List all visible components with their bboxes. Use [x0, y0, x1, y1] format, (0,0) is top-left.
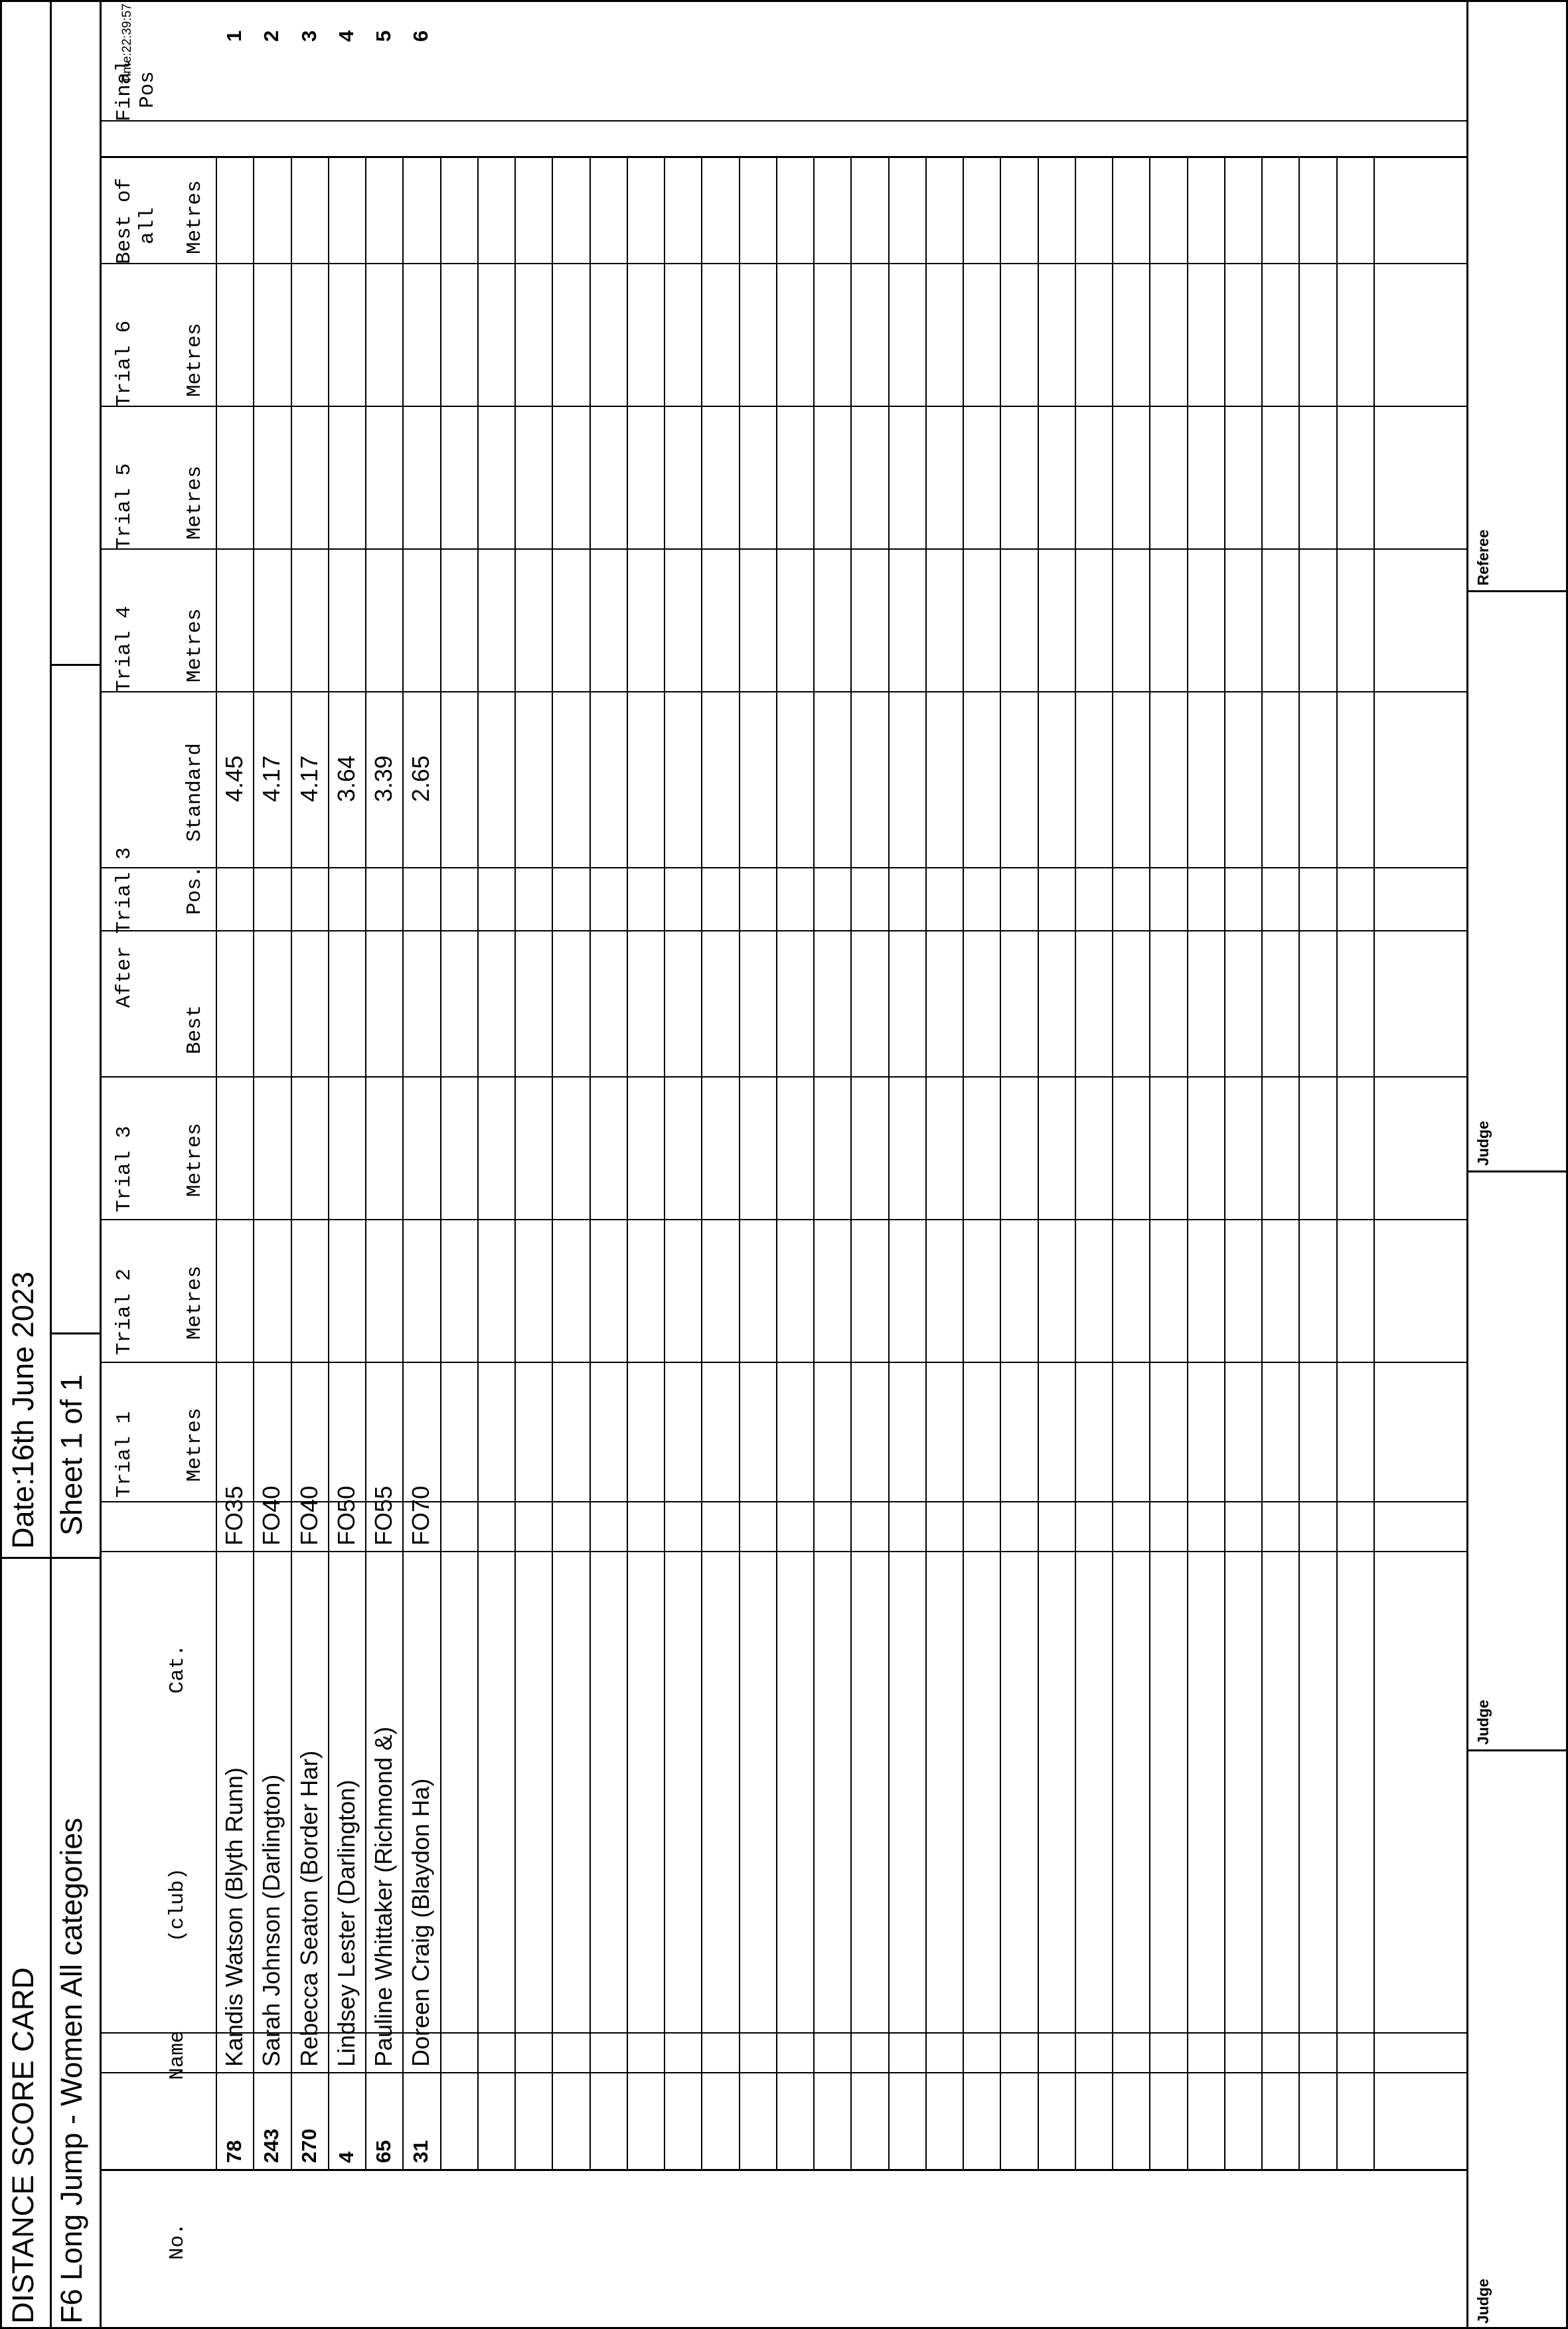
frame-line	[0, 0, 1568, 2]
row-rule	[514, 158, 516, 2171]
competitor-number: 78	[222, 2140, 246, 2163]
standard-distance: 4.17	[295, 755, 323, 802]
competitor-category: FO40	[258, 1485, 285, 1546]
competitor-name: Sarah Johnson (Darlington)	[258, 1774, 285, 2067]
row-rule	[1298, 158, 1300, 2171]
row-rule	[1336, 158, 1338, 2171]
column-rule	[102, 548, 1466, 550]
row-index: 4	[335, 30, 358, 42]
row-rule	[1224, 158, 1225, 2171]
event-name: F6 Long Jump - Women All categories	[54, 1817, 88, 2324]
column-rule	[102, 691, 1466, 692]
column-rule	[102, 1219, 1466, 1220]
standard-distance: 3.39	[370, 755, 397, 802]
column-rule	[102, 930, 1466, 931]
row-index: 5	[372, 30, 395, 42]
header-trial1-unit: Metres	[183, 1407, 206, 1482]
row-rule	[1000, 158, 1001, 2171]
header-after-pos: Pos.	[183, 865, 206, 915]
competitor-number: 4	[335, 2151, 358, 2163]
judge-label-2: Judge	[1474, 1700, 1492, 1745]
competitor-number: 270	[297, 2128, 321, 2163]
header-trial2-unit: Metres	[183, 1265, 206, 1340]
row-index: 3	[297, 30, 321, 42]
column-rule	[102, 2072, 1466, 2073]
competitor-name: Doreen Craig (Blaydon Ha)	[407, 1778, 434, 2067]
title-divider	[0, 1557, 100, 1559]
row-rule	[813, 158, 815, 2171]
referee-label: Referee	[1474, 529, 1492, 586]
standard-distance: 3.64	[333, 755, 360, 802]
column-rule	[102, 1362, 1466, 1363]
header-cat: Cat.	[166, 1644, 189, 1694]
row-rule	[1187, 158, 1188, 2171]
judge-label-3: Judge	[1474, 1121, 1492, 1166]
row-rule	[291, 158, 292, 2171]
row-rule	[440, 158, 441, 2171]
event-divider	[50, 1332, 100, 1334]
row-rule	[1373, 158, 1375, 2171]
title-rule	[50, 0, 52, 2329]
row-rule	[253, 158, 254, 2171]
competitor-number: 65	[372, 2140, 395, 2163]
header-best-of-all-1: Best of	[113, 177, 136, 264]
row-rule	[328, 158, 329, 2171]
card-date: Date:16th June 2023	[6, 1271, 40, 1549]
header-name: Name	[166, 2030, 189, 2080]
row-rule	[1038, 158, 1039, 2171]
header-club: (club)	[166, 1868, 189, 1942]
header-trial5: Trial 5	[113, 463, 136, 550]
row-rule	[850, 158, 852, 2171]
competitor-number: 243	[260, 2128, 283, 2163]
row-rule	[402, 158, 404, 2171]
signature-divider	[1466, 1170, 1568, 1172]
competitor-category: FO50	[333, 1485, 360, 1546]
competitor-category: FO55	[370, 1485, 397, 1546]
competitor-category: FO35	[220, 1485, 248, 1546]
competitor-name: Kandis Watson (Blyth Runn)	[220, 1767, 248, 2067]
header-rule	[216, 158, 217, 2171]
judge-label-1: Judge	[1474, 2279, 1492, 2324]
header-best-of-all-2: all	[136, 207, 159, 244]
row-index: 6	[409, 30, 432, 42]
header-trial1: Trial 1	[113, 1411, 136, 1498]
row-rule	[552, 158, 553, 2171]
header-after-trial3: After Trial 3	[113, 847, 136, 1008]
competitor-name: Pauline Whittaker (Richmond &)	[370, 1726, 397, 2067]
header-final-2: Pos	[136, 71, 159, 108]
card-title: DISTANCE SCORE CARD	[6, 1967, 40, 2324]
sheet-number: Sheet 1 of 1	[54, 1374, 88, 1536]
column-rule	[102, 120, 1466, 121]
header-trial3: Trial 3	[113, 1125, 136, 1212]
after-sub	[158, 930, 159, 931]
header-final-1: Final	[113, 59, 136, 121]
standard-distance: 4.45	[220, 755, 248, 802]
row-rule	[627, 158, 628, 2171]
row-rule	[1112, 158, 1113, 2171]
header-trial4: Trial 4	[113, 605, 136, 692]
frame-line	[0, 0, 2, 2329]
header-no: No.	[166, 2223, 189, 2260]
row-index: 1	[222, 30, 246, 42]
header-trial4-unit: Metres	[183, 608, 206, 683]
row-rule	[1075, 158, 1076, 2171]
row-rule	[589, 158, 591, 2171]
row-rule	[701, 158, 702, 2171]
row-rule	[739, 158, 740, 2171]
signature-divider	[1466, 1749, 1568, 1751]
competitor-category: FO70	[407, 1485, 434, 1546]
event-rule	[100, 0, 102, 2329]
row-rule	[365, 158, 366, 2171]
column-rule	[102, 1076, 1466, 1078]
row-rule	[1149, 158, 1150, 2171]
column-rule	[102, 406, 1466, 407]
competitor-name: Rebecca Seaton (Border Har)	[295, 1750, 323, 2067]
row-rule	[1261, 158, 1263, 2171]
row-rule	[664, 158, 665, 2171]
competitor-name: Lindsey Lester (Darlington)	[333, 1779, 360, 2067]
header-best-of-all-unit: Metres	[183, 180, 206, 254]
event-divider	[50, 664, 100, 666]
header-trial2: Trial 2	[113, 1268, 136, 1355]
header-trial5-unit: Metres	[183, 465, 206, 540]
row-rule	[888, 158, 890, 2171]
standard-distance: 2.65	[407, 755, 434, 802]
competitor-number: 31	[409, 2140, 432, 2163]
signature-divider	[1466, 590, 1568, 592]
row-rule	[477, 158, 479, 2171]
column-rule	[102, 263, 1466, 264]
standard-distance: 4.17	[258, 755, 285, 802]
header-trial6: Trial 6	[113, 320, 136, 407]
print-time: Time:22:39:57	[120, 3, 134, 84]
row-rule	[776, 158, 777, 2171]
header-trial3-unit: Metres	[183, 1123, 206, 1197]
row-index: 2	[260, 30, 283, 42]
column-rule	[102, 867, 1466, 868]
table-right-edge	[102, 156, 1466, 158]
row-rule	[963, 158, 964, 2171]
column-rule	[102, 1551, 1466, 1552]
signature-rule	[1466, 0, 1468, 2329]
header-after-standard: Standard	[183, 743, 206, 842]
row-rule	[925, 158, 927, 2171]
competitor-category: FO40	[295, 1485, 323, 1546]
header-trial6-unit: Metres	[183, 323, 206, 397]
header-after-best: Best	[183, 1004, 206, 1054]
